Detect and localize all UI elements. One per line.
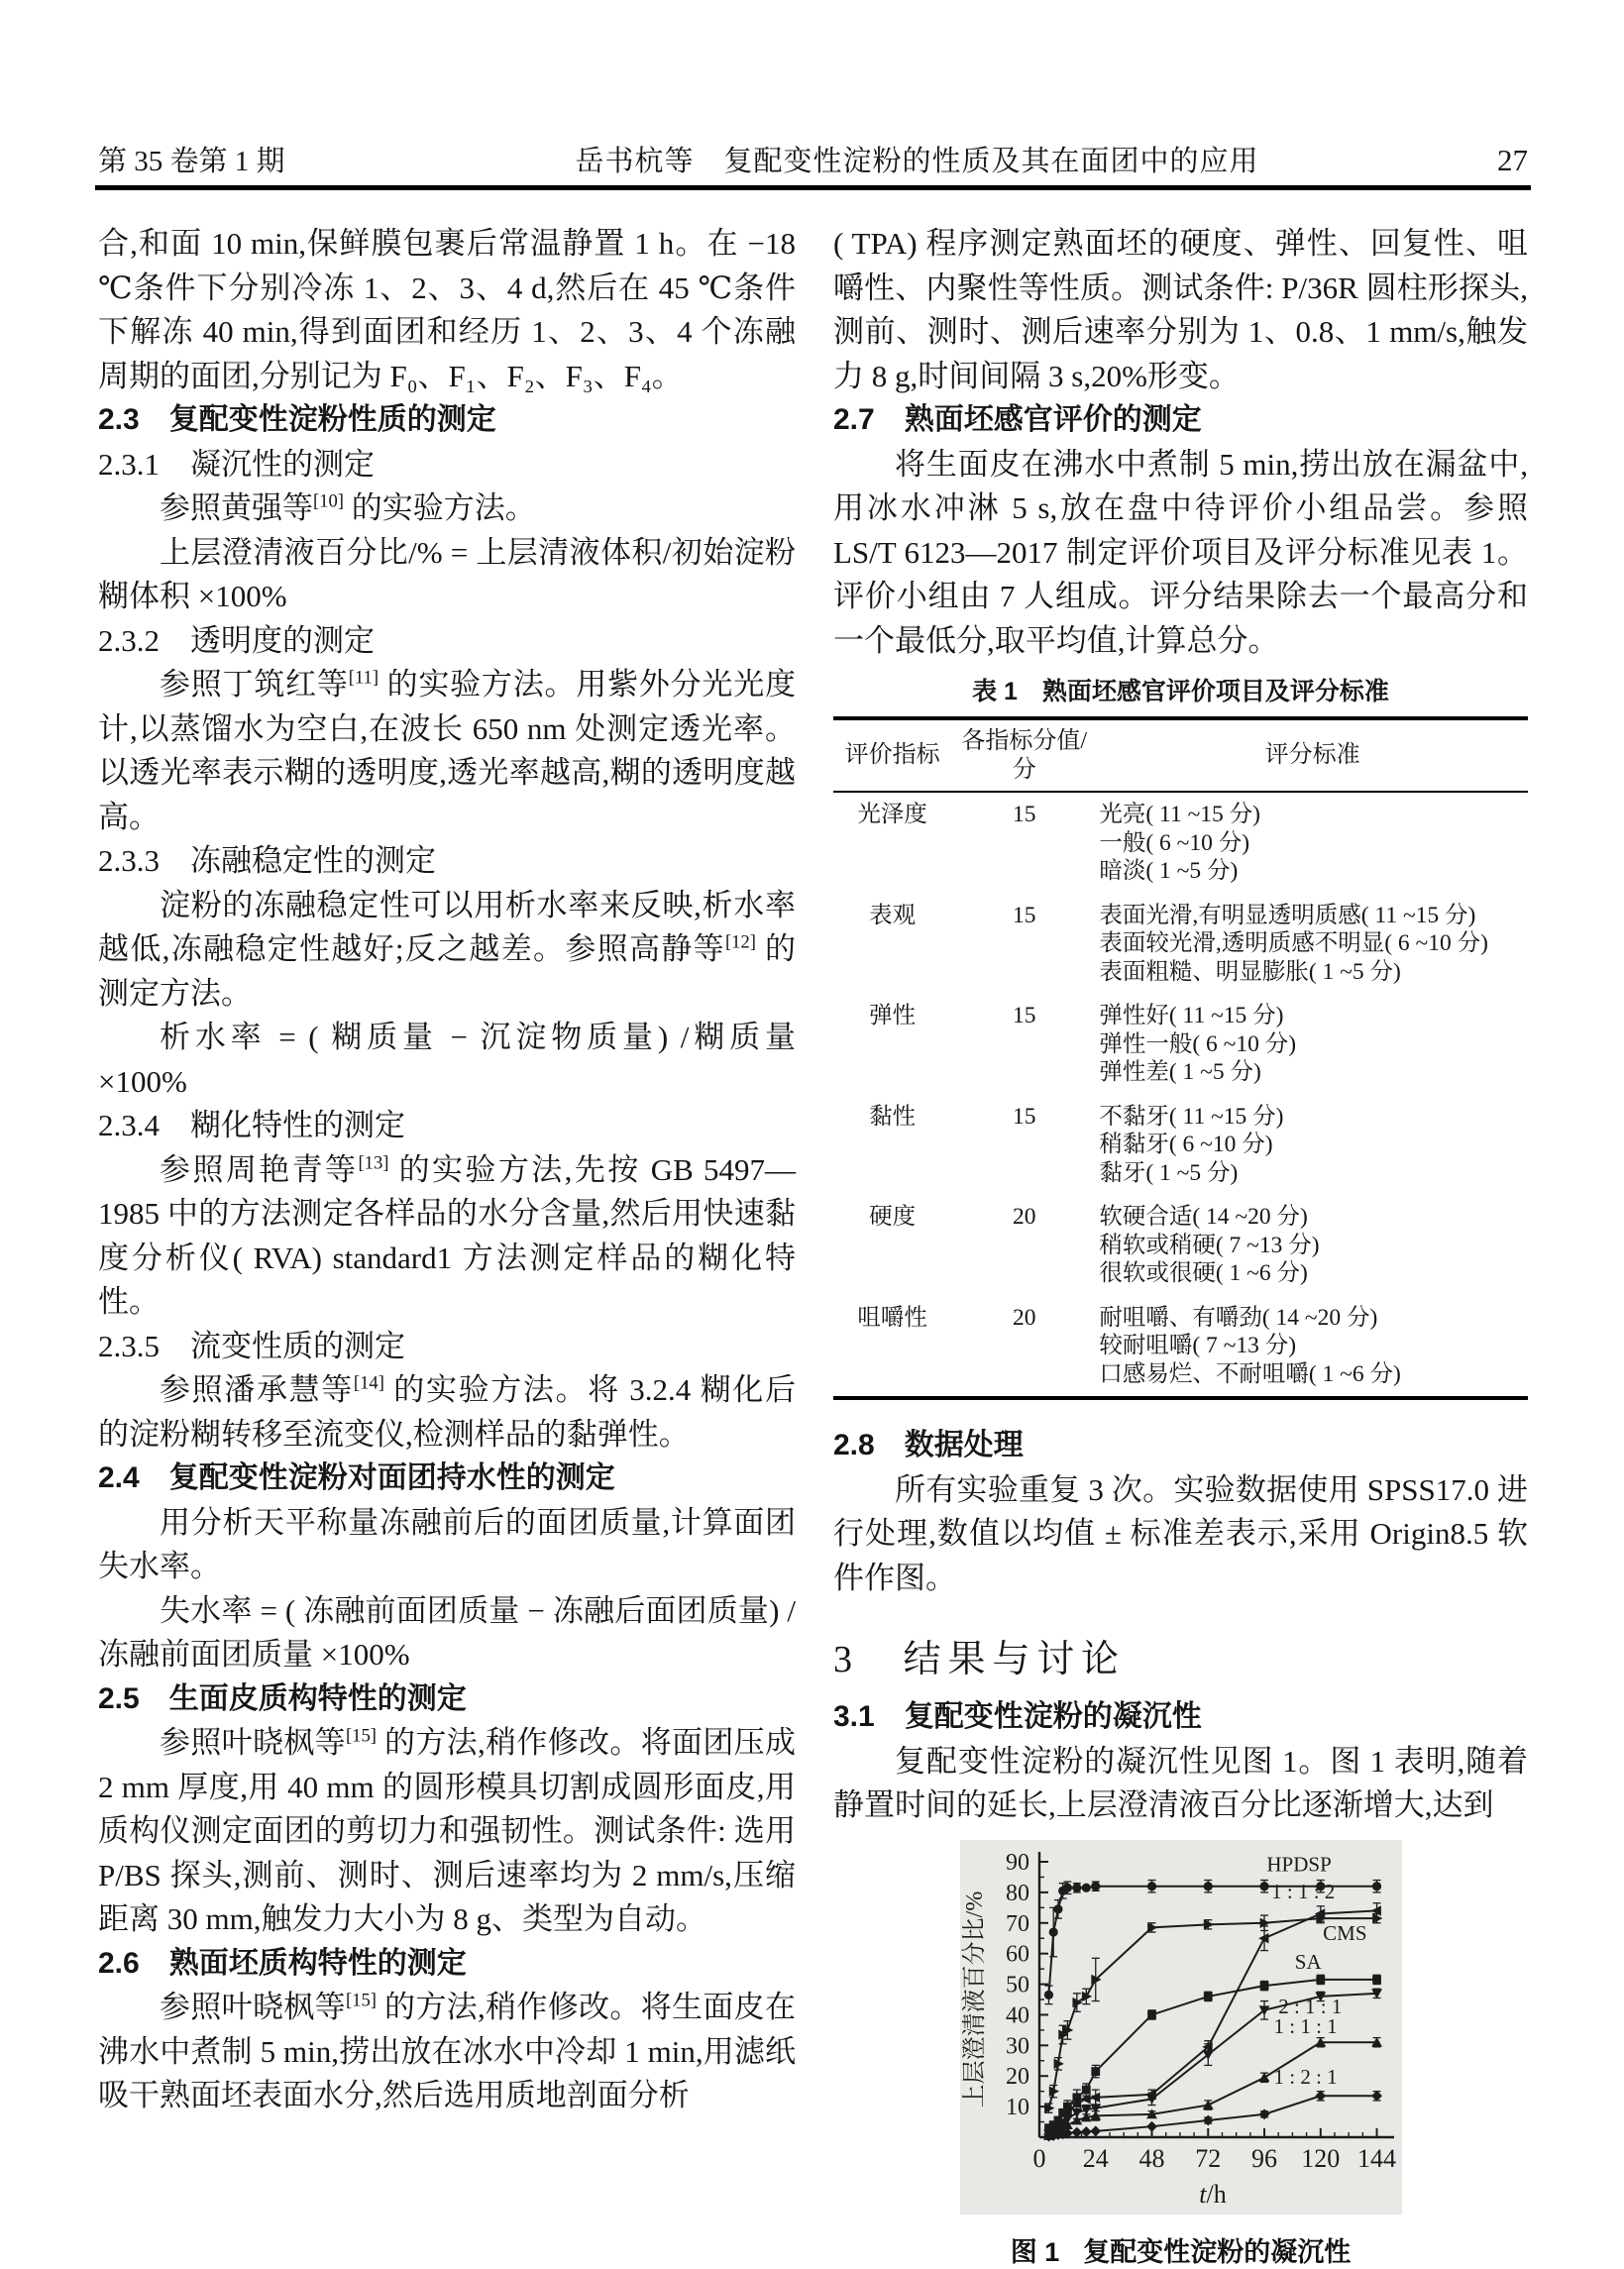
- criteria-line: 口感易烂、不耐咀嚼( 1 ~6 分): [1099, 1360, 1401, 1387]
- paragraph: 参照丁筑红等[11] 的实验方法。用紫外分光光度计,以蒸馏水为空白,在波长 650 nm 处测定透光率。以透光率表示糊的透明度,透光率越高,糊的透明度越高。: [98, 667, 797, 834]
- data-point-1:2:1: [1315, 2090, 1326, 2101]
- score-cell: 15: [1013, 1003, 1036, 1028]
- subsection-heading: 3.1 复配变性淀粉的凝沉性: [833, 1700, 1202, 1733]
- data-point-HPDSP: [1091, 1882, 1100, 1891]
- criteria-line: 软硬合适( 14 ~20 分): [1099, 1204, 1308, 1230]
- table-row: [833, 792, 1528, 894]
- criteria-line: 黏牙( 1 ~5 分): [1099, 1159, 1239, 1186]
- figure-caption-prefix: 图 1: [1010, 2236, 1060, 2267]
- paragraph: 复配变性淀粉的凝沉性见图 1。图 1 表明,随着静置时间的延长,上层澄清液百分比逐渐增大,达到: [833, 1743, 1528, 1822]
- y-axis-label: 上层澄清液百分比/%: [961, 1891, 988, 2107]
- indicator-cell: 黏性: [869, 1103, 917, 1130]
- criteria-line: 弹性一般( 6 ~10 分): [1099, 1030, 1297, 1057]
- data-point-SA: [1081, 2085, 1090, 2094]
- data-point-1:2:1: [1258, 2108, 1269, 2119]
- paragraph: 淀粉的冻融稳定性可以用析水率来反映,析水率越低,冻融稳定性越好;反之越差。参照高静等[12] 的测定方法。: [98, 887, 797, 1011]
- left-column: [98, 222, 797, 2112]
- table-row: [833, 894, 1528, 995]
- paragraph: 参照叶晓枫等[15] 的方法,稍作修改。将面团压成 2 mm 厚度,用 40 mm 的圆形模具切割成圆形面皮,用质构仪测定面团的剪切力和强韧性。测试条件: 选用 P/BS 探头,测前、测时、测后速率均为 2 mm/s,压缩距离 30 mm,触发力大小为 8 g、类型为自动。: [98, 1725, 797, 1936]
- data-point-SA: [1062, 2102, 1071, 2110]
- x-tick-label: 96: [1250, 2143, 1277, 2173]
- series-label-1:1:2: 1 : 1 : 2: [1270, 1879, 1335, 1903]
- subsection-heading: 2.8 数据处理: [833, 1429, 1024, 1461]
- page-header: [98, 139, 1528, 179]
- y-tick-label: 30: [1005, 2032, 1029, 2059]
- data-point-HPDSP: [1072, 1883, 1081, 1891]
- table-row: [833, 994, 1528, 1095]
- criteria-cell: [1097, 792, 1528, 894]
- table-1: [833, 675, 1528, 1400]
- score-cell: 20: [1013, 1304, 1036, 1331]
- criteria-cell: [1097, 894, 1528, 995]
- data-point-HPDSP: [1048, 1927, 1057, 1936]
- data-point-SA: [1072, 2093, 1081, 2102]
- criteria-cell: [1097, 1195, 1528, 1296]
- data-point-CMS: [1203, 1919, 1213, 1929]
- criteria-line: 稍黏牙( 6 ~10 分): [1099, 1132, 1273, 1157]
- x-tick-label: 120: [1300, 2143, 1340, 2173]
- data-point-1:2:1: [1090, 2125, 1101, 2136]
- data-point-SA: [1091, 2067, 1100, 2076]
- citation-ref: [11]: [348, 667, 379, 689]
- running-title: 岳书杭等 复配变性淀粉的性质及其在面团中的应用: [575, 146, 1259, 177]
- subsubsection-heading: 2.3.1 凝沉性的测定: [98, 446, 375, 482]
- y-tick-label: 70: [1005, 1910, 1029, 1937]
- score-cell: 15: [1013, 802, 1036, 827]
- x-tick-label: 48: [1138, 2143, 1165, 2173]
- series-label-SA: SA: [1294, 1949, 1322, 1974]
- citation-ref: [15]: [345, 1990, 377, 2011]
- subsubsection-heading: 2.3.5 流变性质的测定: [98, 1328, 405, 1363]
- table-header: 评分标准: [1097, 718, 1528, 792]
- data-point-1:2:1: [1080, 2126, 1091, 2137]
- paragraph: 参照潘承慧等[14] 的实验方法。将 3.2.4 糊化后的淀粉糊转移至流变仪,检测样品的黏弹性。: [98, 1372, 796, 1452]
- criteria-line: 耐咀嚼、有嚼劲( 14 ~20 分): [1099, 1304, 1378, 1331]
- table-row: [833, 1095, 1528, 1196]
- data-point-SA: [1316, 1975, 1325, 1984]
- data-point-HPDSP: [1371, 1882, 1380, 1891]
- y-tick-label: 80: [1005, 1880, 1029, 1906]
- journal-issue: 第 35 卷第 1 期: [98, 146, 285, 177]
- criteria-cell: [1097, 994, 1528, 1095]
- criteria-line: 一般( 6 ~10 分): [1099, 829, 1250, 856]
- series-label-1:1:1: 1 : 1 : 1: [1272, 2013, 1338, 2038]
- paragraph: 用分析天平称量冻融前后的面团质量,计算面团失水率。: [98, 1504, 796, 1583]
- subsection-heading: 2.5 生面皮质构特性的测定: [98, 1681, 467, 1715]
- table-title: 表 1 熟面坯感官评价项目及评分标准: [972, 678, 1389, 705]
- header-rule: [95, 185, 1531, 190]
- x-tick-label: 24: [1082, 2143, 1109, 2173]
- subsection-heading: 2.6 熟面坯质构特性的测定: [98, 1946, 467, 1980]
- indicator-cell: 表观: [869, 902, 917, 928]
- paragraph: 参照叶晓枫等[15] 的方法,稍作修改。将生面皮在沸水中煮制 5 min,捞出放在冰水中冷却 1 min,用滤纸吸干熟面坯表面水分,然后选用质地剖面分析: [98, 1990, 797, 2112]
- criteria-line: 弹性差( 1 ~5 分): [1099, 1059, 1261, 1085]
- data-point-SA: [1147, 2010, 1156, 2019]
- citation-ref: [14]: [353, 1372, 384, 1394]
- x-tick-label: 72: [1194, 2143, 1221, 2173]
- citation-ref: [15]: [345, 1725, 377, 1747]
- series-label-CMS: CMS: [1322, 1920, 1367, 1945]
- paragraph: 参照黄强等[10] 的实验方法。: [160, 490, 536, 525]
- subsection-heading: 2.7 熟面坯感官评价的测定: [833, 403, 1202, 436]
- score-cell: 20: [1013, 1204, 1036, 1230]
- table-header: 各指标分值/分: [951, 718, 1097, 792]
- criteria-line: 光亮( 11 ~15 分): [1099, 802, 1260, 827]
- paragraph: 合,和面 10 min,保鲜膜包裹后常温静置 1 h。在 −18 ℃条件下分别冷冻 1、2、3、4 d,然后在 45 ℃条件下解冻 40 min,得到面团和经历 1、2、3、4 个冻融周期的面团,分别记为 F₀、F₁、F₂、F₃、F₄。: [98, 226, 796, 393]
- indicator-cell: 弹性: [869, 1003, 917, 1028]
- data-point-HPDSP: [1259, 1882, 1268, 1891]
- data-point-SA: [1372, 1975, 1381, 1984]
- score-cell: 15: [1013, 902, 1036, 928]
- criteria-line: 表面粗糙、明显膨胀( 1 ~5 分): [1099, 958, 1401, 985]
- page-number: 27: [1497, 143, 1528, 177]
- citation-ref: [10]: [313, 490, 344, 512]
- y-tick-label: 10: [1005, 2094, 1029, 2120]
- section-heading: 3 结果与讨论: [833, 1639, 1126, 1680]
- sedimentation-line-chart: [960, 1840, 1402, 2215]
- data-point-CMS: [1147, 1922, 1157, 1932]
- y-tick-label: 90: [1005, 1849, 1029, 1876]
- x-axis-label: t/h: [1198, 2179, 1227, 2209]
- subsubsection-heading: 2.3.4 糊化特性的测定: [98, 1108, 405, 1142]
- data-point-SA: [1203, 1992, 1212, 2000]
- citation-ref: [13]: [358, 1152, 389, 1174]
- paragraph: 析水率 = ( 糊质量 − 沉淀物质量) /糊质量 ×100%: [98, 1020, 796, 1099]
- criteria-line: 表面较光滑,透明质感不明显( 6 ~10 分): [1099, 930, 1488, 956]
- data-point-HPDSP: [1146, 1882, 1155, 1891]
- data-point-1:1:1: [1258, 2072, 1269, 2082]
- criteria-line: 不黏牙( 11 ~15 分): [1099, 1103, 1284, 1130]
- y-tick-label: 40: [1005, 2001, 1029, 2028]
- data-point-CMS: [1081, 1991, 1091, 2000]
- data-point-1:1:1: [1202, 2100, 1213, 2109]
- figure-caption-text: 复配变性淀粉的凝沉性: [1083, 2236, 1352, 2267]
- criteria-cell: [1097, 1296, 1528, 1399]
- series-label-2:1:1: 2 : 1 : 1: [1277, 1994, 1342, 2018]
- right-column: [833, 222, 1528, 2267]
- criteria-line: 很软或很硬( 1 ~6 分): [1099, 1260, 1308, 1286]
- figure-1: [960, 1840, 1402, 2269]
- figure-scan: [960, 1840, 1402, 2215]
- paragraph: 参照周艳青等[13] 的实验方法,先按 GB 5497—1985 中的方法测定各样品的水分含量,然后用快速黏度分析仪( RVA) standard1 方法测定样品的糊化特性。: [98, 1151, 796, 1319]
- paragraph: 失水率 = ( 冻融前面团质量 − 冻融后面团质量) /冻融前面团质量 ×100%: [98, 1592, 796, 1672]
- y-tick-label: 60: [1005, 1941, 1029, 1968]
- data-point-1:2:1: [1146, 2120, 1157, 2131]
- indicator-cell: 咀嚼性: [857, 1304, 927, 1331]
- table-header: 评价指标: [833, 718, 951, 792]
- data-point-1:2:1: [1371, 2090, 1382, 2101]
- score-cell: 15: [1013, 1103, 1036, 1130]
- criteria-line: 暗淡( 1 ~5 分): [1099, 858, 1239, 884]
- criteria-line: 较耐咀嚼( 7 ~13 分): [1099, 1333, 1297, 1358]
- sensory-evaluation-table: [833, 716, 1528, 1400]
- subsection-heading: 2.4 复配变性淀粉对面团持水性的测定: [98, 1461, 615, 1494]
- table-row: [833, 1296, 1528, 1399]
- paragraph: ( TPA) 程序测定熟面坯的硬度、弹性、回复性、咀嚼性、内聚性等性质。测试条件: P/36R 圆柱形探头,测前、测时、测后速率分别为 1、0.8、1 mm/s,触发力 8 g,时间间隔 3 s,20%形变。: [833, 226, 1528, 393]
- y-tick-label: 20: [1005, 2063, 1029, 2090]
- data-point-1:1:2: [1089, 2092, 1099, 2102]
- data-point-HPDSP: [1062, 1883, 1071, 1891]
- data-point-SA: [1259, 1981, 1268, 1990]
- data-point-HPDSP: [1043, 1990, 1052, 1999]
- criteria-line: 表面光滑,有明显透明质感( 11 ~15 分): [1099, 902, 1476, 928]
- criteria-cell: [1097, 1095, 1528, 1196]
- paragraph: 将生面皮在沸水中煮制 5 min,捞出放在漏盆中,用冰水冲淋 5 s,放在盘中待评价小组品尝。参照 LS/T 6123—2017 制定评价项目及评分标准见表 1。评价小组由 7 人组成。评分结果除去一个最高分和一个最低分,取平均值,计算总分。: [833, 446, 1528, 658]
- data-point-1:1:2: [1258, 1933, 1268, 1943]
- subsubsection-heading: 2.3.3 冻融稳定性的测定: [98, 843, 436, 878]
- y-tick-label: 50: [1005, 1972, 1029, 1999]
- table-row: [833, 1195, 1528, 1296]
- figure-caption: [960, 2230, 1402, 2269]
- subsubsection-heading: 2.3.2 透明度的测定: [98, 622, 375, 658]
- criteria-line: 弹性好( 11 ~15 分): [1099, 1003, 1284, 1028]
- indicator-cell: 光泽度: [857, 802, 927, 827]
- indicator-cell: 硬度: [869, 1204, 917, 1230]
- paragraph: 所有实验重复 3 次。实验数据使用 SPSS17.0 进行处理,数值以均值 ± 标准差表示,采用 Origin8.5 软件作图。: [833, 1471, 1528, 1595]
- citation-ref: [12]: [724, 931, 756, 953]
- subsection-heading: 2.3 复配变性淀粉性质的测定: [98, 403, 496, 436]
- data-point-1:2:1: [1202, 2114, 1213, 2125]
- series-label-HPDSP: HPDSP: [1265, 1851, 1332, 1876]
- criteria-line: 稍软或稍硬( 7 ~13 分): [1099, 1232, 1320, 1258]
- x-tick-label: 144: [1356, 2143, 1396, 2173]
- series-label-1:2:1: 1 : 2 : 1: [1272, 2064, 1338, 2089]
- data-point-HPDSP: [1081, 1883, 1090, 1891]
- data-point-HPDSP: [1203, 1882, 1212, 1891]
- data-point-HPDSP: [1053, 1904, 1062, 1913]
- x-tick-label: 0: [1032, 2143, 1045, 2173]
- paragraph: 上层澄清液百分比/% = 上层清液体积/初始淀粉糊体积 ×100%: [98, 534, 796, 613]
